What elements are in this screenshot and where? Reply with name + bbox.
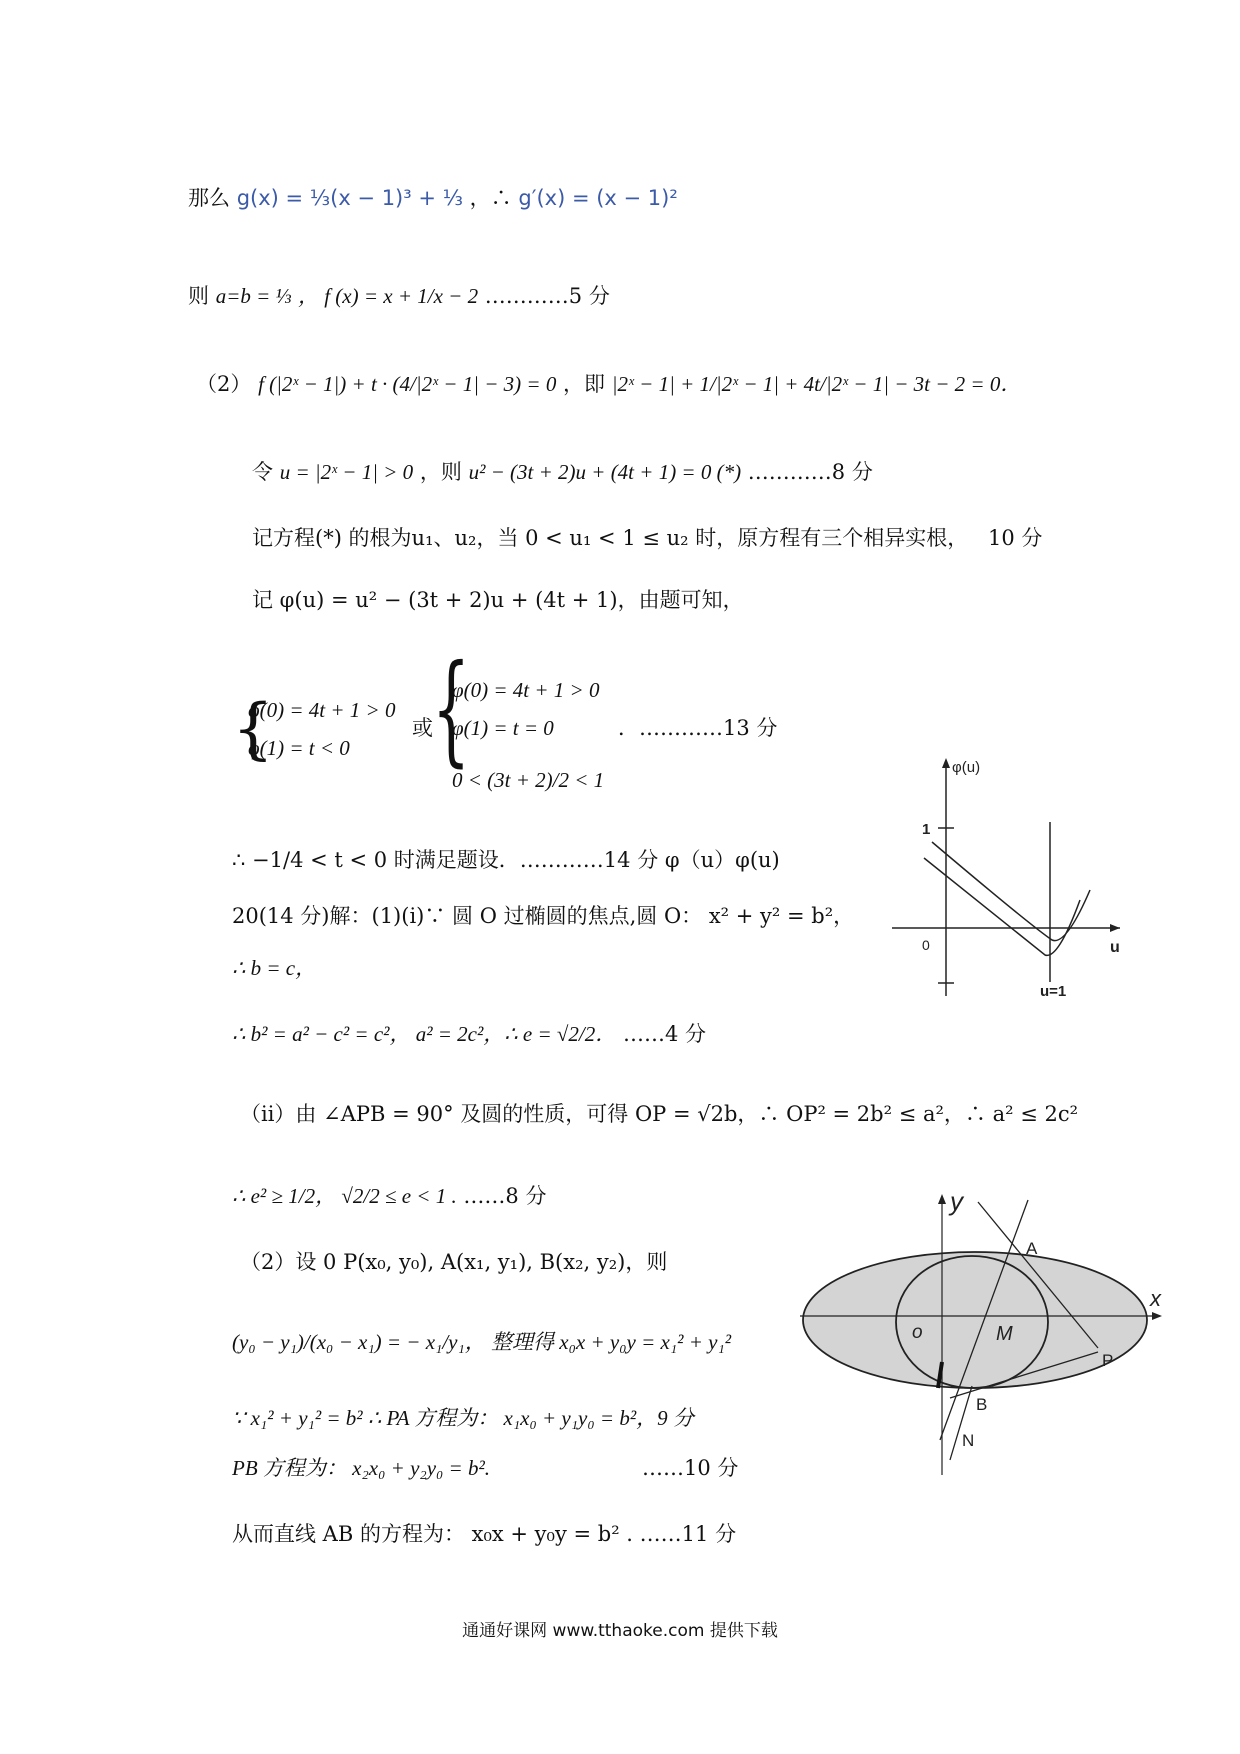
sys1-a: φ(0) = 4t + 1 > 0 [248, 698, 396, 722]
line-b-eq-c: ∴ b = c， [232, 956, 317, 980]
score-5: …………5 分 [484, 284, 610, 308]
ellipse-x-label: x [1150, 1286, 1161, 1311]
a-b-equal: a=b = ⅓ [215, 284, 292, 308]
score-13: ．…………13 分 [618, 716, 778, 740]
ellipse-y-arrow [938, 1194, 946, 1204]
phi-label-1: 1 [922, 821, 931, 838]
sub-equation: u = |2ˣ − 1| > 0 [279, 460, 414, 484]
right-brace: { [432, 640, 471, 779]
line-eccentricity [232, 1024, 706, 1045]
score-11: ……11 分 [639, 1522, 737, 1546]
sys2-b: φ(1) = t = 0 [452, 716, 554, 740]
ellipse-o-label: o [912, 1322, 923, 1343]
line-part2-equation [196, 374, 1021, 395]
phi-x-label: u [1110, 939, 1120, 956]
part2-equation2: |2ˣ − 1| + 1/|2ˣ − 1| + 4t/|2ˣ − 1| − 3t − 2 = 0． [611, 372, 1022, 396]
f-expression: ， f (x) = x + 1/x − 2 [297, 284, 479, 308]
sub-mid: ，则 [419, 460, 462, 484]
score-4: ……4 分 [622, 1022, 706, 1046]
line-roots [252, 528, 968, 549]
line-t-range [232, 850, 780, 871]
line-ab [232, 1524, 736, 1545]
point-a-label: A [1026, 1239, 1038, 1258]
point-m-label: M [996, 1323, 1013, 1345]
ellipse-shape [803, 1252, 1147, 1388]
score-8: …………8 分 [747, 460, 873, 484]
score-10: 10 分 [988, 526, 1043, 550]
sys-or: 或 [412, 716, 433, 740]
point-b-label: B [976, 1395, 988, 1414]
ab-text: 从而直线 AB 的方程为： x₀x + y₀y = b² . [232, 1522, 633, 1546]
g-derivative: g′(x) = (x − 1)² [518, 186, 678, 210]
line-q20: 20(14 分)解：(1)(ⅰ)∵ 圆 O 过椭圆的焦点,圆 O： x² + y² = b²， [232, 904, 855, 928]
part2-label: （2） [196, 372, 252, 396]
line2-prefix: 则 [188, 284, 209, 308]
sys1-b: φ(1) = t < 0 [248, 736, 350, 760]
line-e-range [232, 1186, 546, 1207]
phi-y-label: φ(u) [952, 759, 981, 776]
left-brace: { [232, 690, 274, 767]
line-g-function [188, 188, 678, 209]
sys2-c: 0 < (3t + 2)/2 < 1 [452, 768, 605, 792]
stray-phi-text: φ（u）φ(u) [664, 848, 780, 872]
line-phi-def: 记 φ(u) = u² − (3t + 2)u + (4t + 1)，由题可知， [252, 588, 744, 612]
line-pa: ∵ x₁² + y₁² = b² ∴ PA 方程为： x₁x₀ + y₁y₀ = b²，9 分 [232, 1406, 694, 1430]
ellipse-graph [800, 1190, 1170, 1480]
line-a-b-values [188, 286, 610, 307]
line-part-ii: （ⅱ）由 ∠APB = 90° 及圆的性质，可得 OP = √2b，∴ OP² = 2b² ≤ a²，∴ a² ≤ 2c² [240, 1102, 1079, 1126]
score-8b: ……8 分 [463, 1184, 547, 1208]
pb-text: PB 方程为： x₂x₀ + y₂y₀ = b². [232, 1456, 491, 1480]
quadratic-equation: u² − (3t + 2)u + (4t + 1) = 0 (*) [468, 460, 742, 484]
phi-u1-label: u=1 [1040, 983, 1067, 1000]
e-range-text: ∴ e² ≥ 1/2， √2/2 ≤ e < 1 . [232, 1184, 457, 1208]
sub-prefix: 令 [252, 460, 273, 484]
line1-prefix: 那么 [188, 186, 230, 210]
footer-text: 通通好课网 www.tthaoke.com 提供下载 [462, 1621, 778, 1641]
line-points: （2）设 0 P(x₀, y₀), A(x₁, y₁), B(x₂, y₂)，则 [240, 1250, 668, 1274]
line-slope: (y₀ − y₁)/(x₀ − x₁) = − x₁/y₁， 整理得 x₀x + y₀y = x₁² + y₁² [232, 1330, 732, 1354]
g-expression: g(x) = ⅓(x − 1)³ + ⅓ [236, 186, 463, 210]
phi-label-0: 0 [922, 937, 930, 953]
eccentricity-text: ∴ b² = a² − c² = c²， a² = 2c²，∴ e = √2/2． [232, 1022, 617, 1046]
phi-y-arrow [942, 758, 950, 768]
roots-text: 记方程(*) 的根为u₁、u₂，当 0 < u₁ < 1 ≤ u₂ 时，原方程有三个相异实根， [252, 526, 969, 550]
ellipse-x-arrow [1152, 1312, 1162, 1320]
phi-graph [880, 750, 1130, 1000]
phi-x-arrow [1110, 924, 1120, 932]
line-pb [232, 1458, 490, 1479]
line-substitution [252, 462, 873, 483]
t-range-text: ∴ −1/4 < t < 0 时满足题设．…………14 分 [232, 848, 659, 872]
phi-curve-2 [932, 842, 1090, 941]
part2-equation: f (|2ˣ − 1|) + t · (4/|2ˣ − 1| − 3) = 0 [258, 372, 557, 396]
point-n-label: N [962, 1431, 975, 1450]
point-p-label: P [1102, 1351, 1114, 1370]
sys2-a: φ(0) = 4t + 1 > 0 [452, 678, 600, 702]
score-10b: ……10 分 [642, 1456, 739, 1480]
line1-mid: ，∴ [469, 186, 512, 210]
ellipse-y-label: y [950, 1190, 963, 1216]
part2-mid: ，即 [563, 372, 606, 396]
